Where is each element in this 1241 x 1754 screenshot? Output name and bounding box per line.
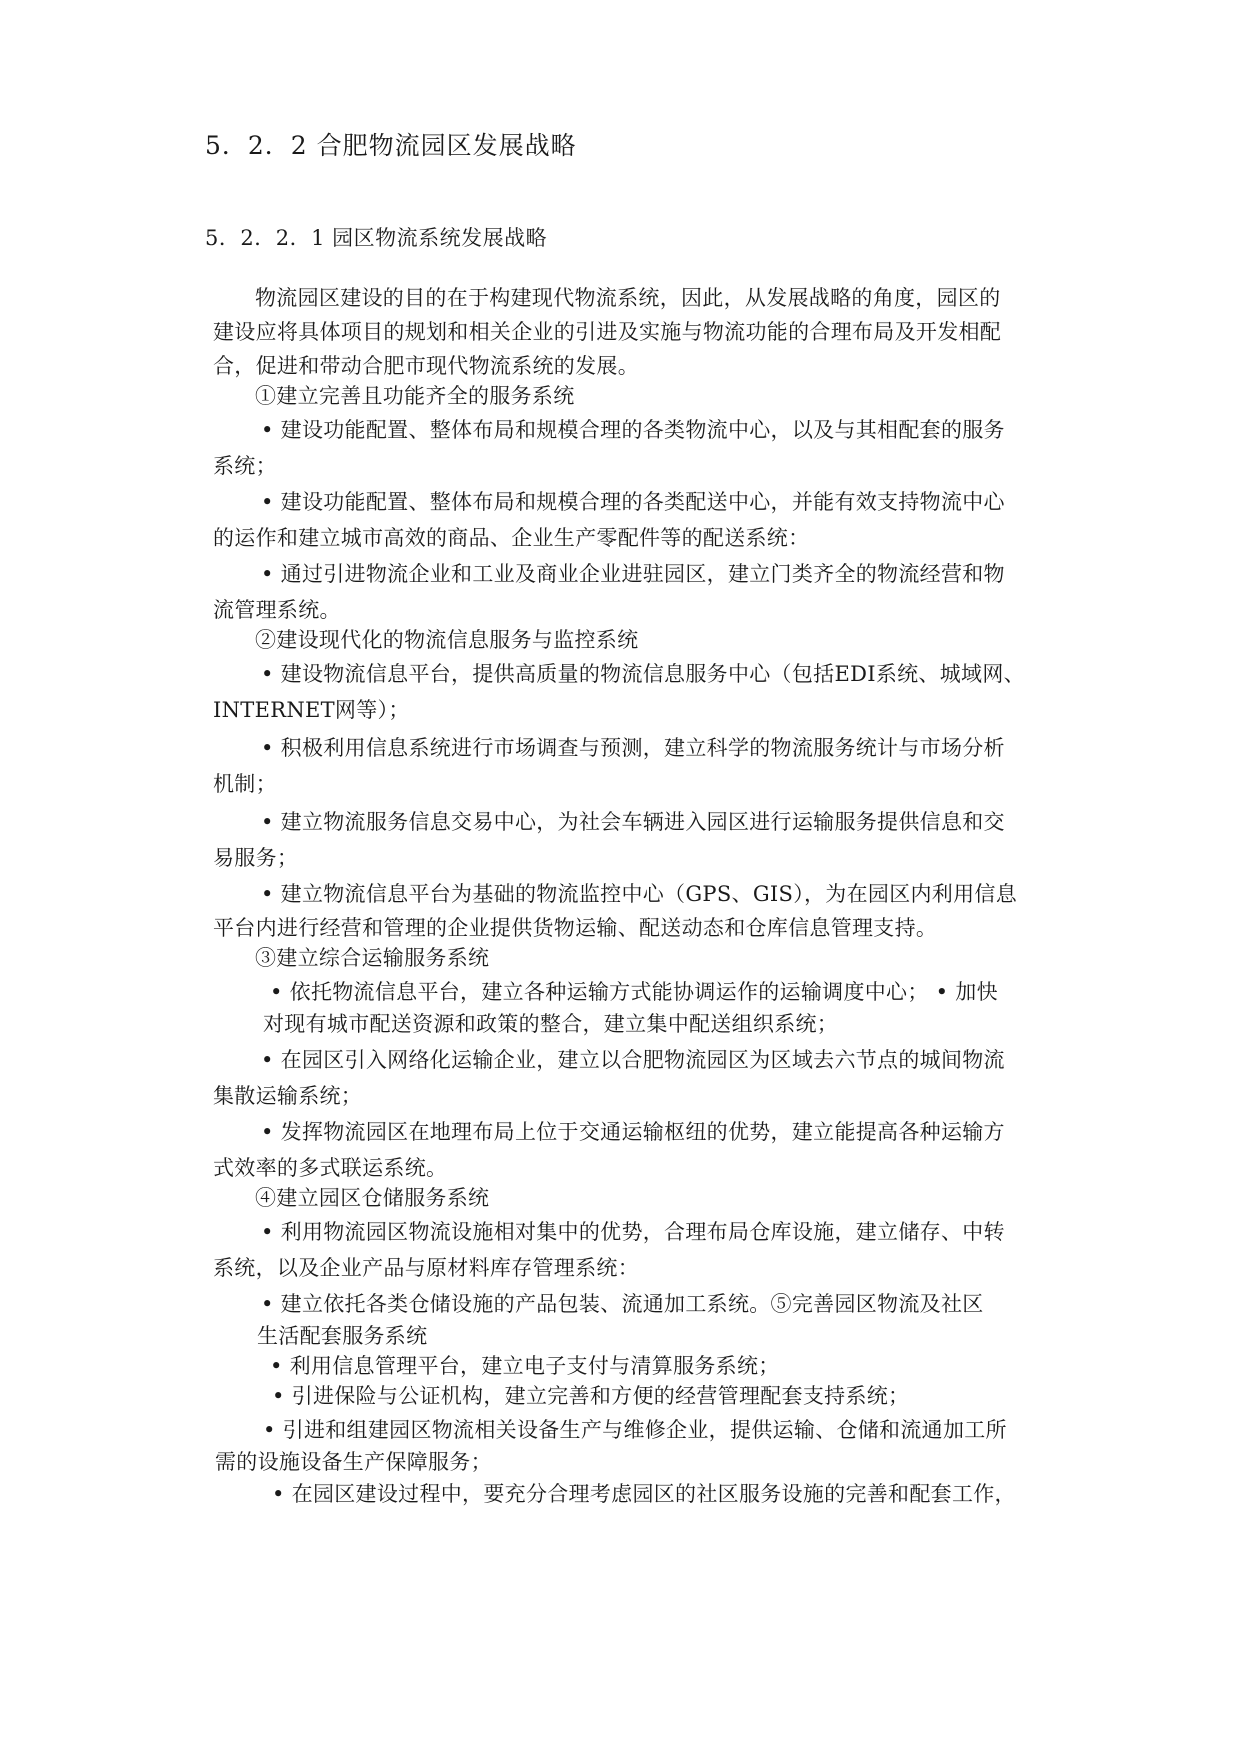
bullet-line: • 依托物流信息平台，建立各种运输方式能协调运作的运输调度中心； • 加快 xyxy=(270,980,998,1004)
bullet-line: • 在园区建设过程中，要充分合理考虑园区的社区服务设施的完善和配套工作， xyxy=(272,1482,1016,1506)
list-heading: ①建立完善且功能齐全的服务系统 xyxy=(255,384,575,408)
bullet-line: • 积极利用信息系统进行市场调查与预测，建立科学的物流服务统计与市场分析 xyxy=(261,736,1005,760)
bullet-line: 系统； xyxy=(213,454,277,478)
bullet-line: • 建设功能配置、整体布局和规模合理的各类物流中心，以及与其相配套的服务 xyxy=(261,418,1005,442)
bullet-line: 机制； xyxy=(213,772,277,796)
bullet-line: 的运作和建立城市高效的商品、企业生产零配件等的配送系统： xyxy=(213,526,810,550)
paragraph-line: 合，促进和带动合肥市现代物流系统的发展。 xyxy=(213,354,639,378)
bullet-line: • 建立物流服务信息交易中心，为社会车辆进入园区进行运输服务提供信息和交 xyxy=(261,810,1005,834)
bullet-line: • 建设功能配置、整体布局和规模合理的各类配送中心，并能有效支持物流中心 xyxy=(261,490,1005,514)
bullet-line: • 发挥物流园区在地理布局上位于交通运输枢纽的优势，建立能提高各种运输方 xyxy=(261,1120,1005,1144)
bullet-line: 平台内进行经营和管理的企业提供货物运输、配送动态和仓库信息管理支持。 xyxy=(213,916,938,940)
bullet-line: • 建设物流信息平台，提供高质量的物流信息服务中心（包括EDI系统、城域网、 xyxy=(261,662,1025,686)
bullet-line: • 引进保险与公证机构，建立完善和方便的经营管理配套支持系统； xyxy=(272,1384,910,1408)
bullet-line: • 在园区引入网络化运输企业，建立以合肥物流园区为区域去六节点的城间物流 xyxy=(261,1048,1005,1072)
bullet-line: • 利用信息管理平台，建立电子支付与清算服务系统； xyxy=(270,1354,780,1378)
section-title: 5．2．2 合肥物流园区发展战略 xyxy=(205,131,577,160)
bullet-line: INTERNET网等）； xyxy=(213,698,410,722)
bullet-line: 流管理系统。 xyxy=(213,598,341,622)
paragraph-line: 建设应将具体项目的规划和相关企业的引进及实施与物流功能的合理布局及开发相配 xyxy=(213,320,1002,344)
bullet-line: 易服务； xyxy=(213,846,299,870)
bullet-line: • 建立依托各类仓储设施的产品包装、流通加工系统。⑤完善园区物流及社区 xyxy=(261,1292,984,1316)
bullet-line: 对现有城市配送资源和政策的整合，建立集中配送组织系统； xyxy=(263,1012,839,1036)
bullet-line: • 引进和组建园区物流相关设备生产与维修企业，提供运输、仓储和流通加工所 xyxy=(263,1418,1007,1442)
bullet-line: 集散运输系统； xyxy=(213,1084,363,1108)
bullet-line: • 通过引进物流企业和工业及商业企业进驻园区，建立门类齐全的物流经营和物 xyxy=(261,562,1005,586)
bullet-line: 系统，以及企业产品与原材料库存管理系统： xyxy=(213,1256,639,1280)
bullet-line: • 建立物流信息平台为基础的物流监控中心（GPS、GIS），为在园区内利用信息 xyxy=(261,882,1018,906)
bullet-line: • 利用物流园区物流设施相对集中的优势，合理布局仓库设施，建立储存、中转 xyxy=(261,1220,1005,1244)
paragraph-line: 物流园区建设的目的在于构建现代物流系统，因此，从发展战略的角度，园区的 xyxy=(255,286,1001,310)
list-heading: ④建立园区仓储服务系统 xyxy=(255,1186,490,1210)
subsection-title: 5．2．2．1 园区物流系统发展战略 xyxy=(205,226,548,250)
bullet-line: 需的设施设备生产保障服务； xyxy=(215,1450,492,1474)
list-heading: ②建设现代化的物流信息服务与监控系统 xyxy=(255,628,639,652)
list-heading: ③建立综合运输服务系统 xyxy=(255,946,490,970)
bullet-line: 式效率的多式联运系统。 xyxy=(213,1156,448,1180)
list-heading: 生活配套服务系统 xyxy=(257,1324,428,1348)
